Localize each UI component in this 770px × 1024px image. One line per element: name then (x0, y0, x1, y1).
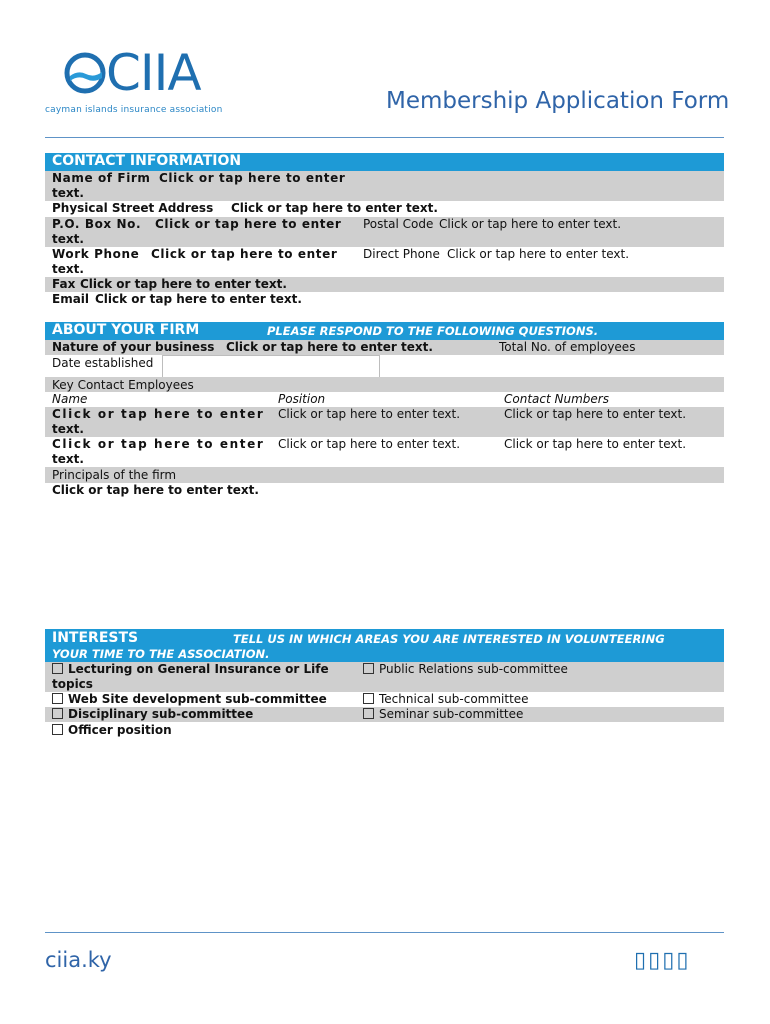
officer-checkbox[interactable] (52, 724, 63, 735)
col-contact-header: Contact Numbers (504, 392, 609, 406)
fax-label: Fax (52, 277, 76, 291)
col-name-header: Name (52, 392, 88, 406)
website-label: Web Site development sub-committee (68, 692, 327, 706)
disciplinary-checkbox[interactable] (52, 708, 63, 719)
footer-website[interactable]: ciia.ky (45, 948, 112, 972)
employees-label: Total No. of employees (499, 340, 636, 354)
interest-row-1 (45, 662, 724, 692)
page-title: Membership Application Form (386, 88, 730, 114)
postal-input[interactable]: Click or tap here to enter text. (439, 217, 622, 231)
interest-row-3 (45, 707, 724, 722)
email-label: Email (52, 292, 90, 306)
public-relations-label: Public Relations sub-committee (379, 662, 568, 676)
date-established-input[interactable] (162, 355, 380, 379)
principals-label: Principals of the firm (52, 468, 177, 482)
lecturing-checkbox[interactable] (52, 663, 63, 674)
seminar-option[interactable] (363, 707, 523, 722)
work-phone-input[interactable]: Click or tap here to enter (151, 247, 338, 261)
postal-label: Postal Code (363, 217, 434, 231)
footer-divider (45, 932, 724, 933)
pobox-row[interactable] (45, 217, 724, 247)
lecturing-option[interactable] (52, 662, 329, 677)
firm-name-row[interactable] (45, 171, 724, 201)
officer-option[interactable] (52, 723, 172, 738)
contacts-header-row (45, 392, 724, 407)
fax-row[interactable] (45, 277, 724, 292)
direct-phone-label: Direct Phone (363, 247, 440, 261)
address-label: Physical Street Address (52, 201, 214, 215)
employee-name-input[interactable]: Click or tap here to enter (52, 407, 265, 421)
table-row[interactable] (45, 407, 724, 437)
table-row[interactable] (45, 437, 724, 467)
address-row[interactable] (45, 201, 724, 217)
pobox-input[interactable]: Click or tap here to enter (155, 217, 342, 231)
date-label: Date established (52, 356, 154, 370)
employee-name-input-wrap[interactable]: text. (52, 422, 84, 436)
technical-option[interactable] (363, 692, 529, 707)
col-position-header: Position (278, 392, 326, 406)
email-input[interactable]: Click or tap here to enter text. (95, 292, 302, 306)
nature-row[interactable] (45, 340, 724, 355)
employee-position-input[interactable]: Click or tap here to enter text. (278, 407, 461, 421)
nature-label: Nature of your business (52, 340, 215, 354)
pobox-label: P.O. Box No. (52, 217, 142, 231)
direct-phone-input[interactable]: Click or tap here to enter text. (447, 247, 630, 261)
work-phone-input-wrap[interactable]: text. (52, 262, 84, 276)
employee-name-input[interactable]: Click or tap here to enter (52, 437, 265, 451)
website-checkbox[interactable] (52, 693, 63, 704)
principals-input[interactable]: Click or tap here to enter text. (52, 483, 259, 497)
pobox-input-wrap[interactable]: text. (52, 232, 84, 246)
interest-row-2 (45, 692, 724, 707)
key-contacts-label: Key Contact Employees (52, 378, 194, 392)
lecturing-label: Lecturing on General Insurance or Life (68, 662, 329, 676)
work-phone-row[interactable] (45, 247, 724, 277)
firm-section-header (45, 322, 724, 340)
logo-emblem-icon (64, 52, 106, 94)
header-divider (45, 137, 724, 138)
date-row (45, 355, 724, 377)
public-relations-option[interactable] (363, 662, 568, 677)
website-option[interactable] (52, 692, 327, 707)
firm-section-title: ABOUT YOUR FIRM (52, 322, 200, 338)
firm-name-input-wrap[interactable]: text. (52, 186, 84, 200)
interests-subtitle-line1: TELL US IN WHICH AREAS YOU ARE INTERESTED IN VOLUNTEERING (233, 632, 665, 646)
technical-label: Technical sub-committee (379, 692, 529, 706)
nature-input[interactable]: Click or tap here to enter text. (226, 340, 433, 354)
interests-subtitle-line2: YOUR TIME TO THE ASSOCIATION. (52, 647, 270, 661)
fax-input[interactable]: Click or tap here to enter text. (80, 277, 287, 291)
ciia-logo (45, 42, 223, 120)
seminar-checkbox[interactable] (363, 708, 374, 719)
technical-checkbox[interactable] (363, 693, 374, 704)
seminar-label: Seminar sub-committee (379, 707, 524, 721)
employee-contact-input[interactable]: Click or tap here to enter text. (504, 407, 687, 421)
disciplinary-option[interactable] (52, 707, 253, 722)
interest-row-4 (45, 722, 724, 738)
address-input[interactable]: Click or tap here to enter text. (231, 201, 438, 215)
firm-section-subtitle: PLEASE RESPOND TO THE FOLLOWING QUESTIONS. (267, 324, 599, 338)
lecturing-label-wrap: topics (52, 677, 93, 691)
firm-name-label: Name of Firm (52, 171, 151, 185)
email-row[interactable] (45, 292, 724, 307)
contact-section-header (45, 153, 724, 171)
public-relations-checkbox[interactable] (363, 663, 374, 674)
key-contacts-row (45, 377, 724, 392)
logo-subtitle: cayman islands insurance association (45, 105, 223, 115)
interests-section-header (45, 629, 724, 662)
principals-row (45, 467, 724, 483)
employee-contact-input[interactable]: Click or tap here to enter text. (504, 437, 687, 451)
principals-input-row[interactable] (45, 483, 724, 498)
interests-section-title: INTERESTS (52, 630, 139, 646)
employee-name-input-wrap[interactable]: text. (52, 452, 84, 466)
employee-position-input[interactable]: Click or tap here to enter text. (278, 437, 461, 451)
officer-label: Officer position (68, 723, 172, 737)
work-phone-label: Work Phone (52, 247, 140, 261)
disciplinary-label: Disciplinary sub-committee (68, 707, 254, 721)
firm-name-input[interactable]: Click or tap here to enter (159, 171, 346, 185)
footer-social-icons[interactable]: ▯▯▯▯ (634, 948, 691, 973)
contact-section-title: CONTACT INFORMATION (52, 153, 242, 169)
logo-text: CIIA (106, 44, 201, 102)
